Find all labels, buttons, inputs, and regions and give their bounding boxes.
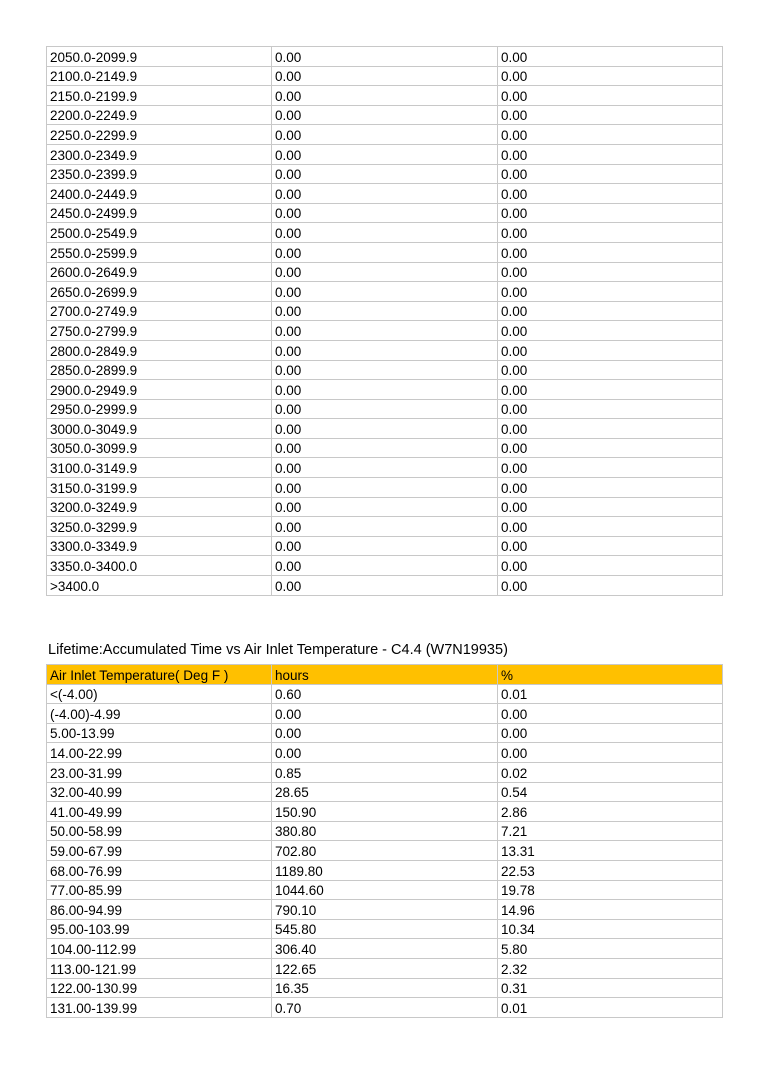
table-row [47,919,723,939]
value-cell: 0.00 [272,164,498,184]
range-cell: 3050.0-3099.9 [47,438,272,458]
hours-cell: 790.10 [272,900,498,920]
range-cell: 3250.0-3299.9 [47,517,272,537]
value-cell: 0.00 [272,262,498,282]
table-row [47,478,723,498]
table-row [47,340,723,360]
temperature-range-cell: 41.00-49.99 [47,802,272,822]
percent-cell: 0.00 [498,47,723,67]
table-row [47,704,723,724]
temperature-range-cell: 59.00-67.99 [47,841,272,861]
percent-cell: 22.53 [498,860,723,880]
table-row [47,242,723,262]
percent-cell: 0.00 [498,340,723,360]
range-cell: 2450.0-2499.9 [47,203,272,223]
hours-cell: 0.60 [272,684,498,704]
range-cell: 2500.0-2549.9 [47,223,272,243]
temperature-range-cell: 122.00-130.99 [47,978,272,998]
percent-cell: 0.00 [498,536,723,556]
rpm-distribution-table [46,46,723,596]
range-cell: 2100.0-2149.9 [47,66,272,86]
percent-cell: 7.21 [498,821,723,841]
percent-cell: 5.80 [498,939,723,959]
table-row [47,86,723,106]
percent-cell: 0.00 [498,144,723,164]
range-cell: 3100.0-3149.9 [47,458,272,478]
table-row [47,958,723,978]
percent-cell: 10.34 [498,919,723,939]
value-cell: 0.00 [272,47,498,67]
temperature-range-cell: 104.00-112.99 [47,939,272,959]
table-row [47,900,723,920]
value-cell: 0.00 [272,478,498,498]
table-row [47,144,723,164]
percent-cell: 13.31 [498,841,723,861]
value-cell: 0.00 [272,438,498,458]
air-inlet-temperature-table [46,664,723,1018]
table-row [47,821,723,841]
range-cell: 2550.0-2599.9 [47,242,272,262]
range-cell: 3150.0-3199.9 [47,478,272,498]
value-cell: 0.00 [272,125,498,145]
percent-cell: 0.00 [498,105,723,125]
section-title: Lifetime:Accumulated Time vs Air Inlet Temperature - C4.4 (W7N19935) [48,642,508,658]
percent-cell: 0.00 [498,723,723,743]
hours-cell: 702.80 [272,841,498,861]
range-cell: 2950.0-2999.9 [47,399,272,419]
hours-cell: 0.00 [272,723,498,743]
hours-cell: 1044.60 [272,880,498,900]
percent-cell: 2.32 [498,958,723,978]
value-cell: 0.00 [272,282,498,302]
temperature-range-cell: 32.00-40.99 [47,782,272,802]
range-cell: 2200.0-2249.9 [47,105,272,125]
hours-cell: 0.70 [272,998,498,1018]
table-row [47,399,723,419]
percent-cell: 0.00 [498,743,723,763]
value-cell: 0.00 [272,144,498,164]
value-cell: 0.00 [272,203,498,223]
percent-cell: 0.00 [498,438,723,458]
value-cell: 0.00 [272,399,498,419]
range-cell: 2650.0-2699.9 [47,282,272,302]
table-row [47,419,723,439]
rpm-table-body [47,47,723,596]
percent-cell: 0.00 [498,203,723,223]
value-cell: 0.00 [272,223,498,243]
table-row [47,576,723,596]
table-row [47,684,723,704]
hours-cell: 1189.80 [272,860,498,880]
table-row [47,802,723,822]
hours-cell: 0.85 [272,762,498,782]
percent-cell: 0.00 [498,478,723,498]
header-cell-range: Air Inlet Temperature( Deg F ) [47,665,272,685]
range-cell: 2400.0-2449.9 [47,184,272,204]
hours-cell: 306.40 [272,939,498,959]
percent-cell: 14.96 [498,900,723,920]
percent-cell: 0.31 [498,978,723,998]
range-cell: 2900.0-2949.9 [47,380,272,400]
value-cell: 0.00 [272,576,498,596]
range-cell: 2850.0-2899.9 [47,360,272,380]
value-cell: 0.00 [272,242,498,262]
value-cell: 0.00 [272,517,498,537]
percent-cell: 0.00 [498,380,723,400]
temperature-range-cell: 131.00-139.99 [47,998,272,1018]
value-cell: 0.00 [272,458,498,478]
range-cell: 2350.0-2399.9 [47,164,272,184]
temperature-range-cell: 77.00-85.99 [47,880,272,900]
table-row [47,301,723,321]
temperature-range-cell: <(-4.00) [47,684,272,704]
table-row [47,517,723,537]
percent-cell: 0.00 [498,301,723,321]
percent-cell: 0.00 [498,321,723,341]
percent-cell: 0.02 [498,762,723,782]
value-cell: 0.00 [272,556,498,576]
header-cell-percent: % [498,665,723,685]
percent-cell: 0.00 [498,223,723,243]
temperature-range-cell: 23.00-31.99 [47,762,272,782]
table-row [47,223,723,243]
table-row [47,458,723,478]
range-cell: 2150.0-2199.9 [47,86,272,106]
table-row [47,536,723,556]
percent-cell: 0.00 [498,556,723,576]
temperature-range-cell: 113.00-121.99 [47,958,272,978]
percent-cell: 0.00 [498,458,723,478]
table-row [47,556,723,576]
range-cell: 2050.0-2099.9 [47,47,272,67]
range-cell: 3350.0-3400.0 [47,556,272,576]
table-row [47,262,723,282]
temperature-range-cell: 95.00-103.99 [47,919,272,939]
table-row [47,860,723,880]
value-cell: 0.00 [272,497,498,517]
percent-cell: 0.00 [498,704,723,724]
value-cell: 0.00 [272,321,498,341]
percent-cell: 0.00 [498,282,723,302]
table-row [47,66,723,86]
percent-cell: 0.00 [498,242,723,262]
percent-cell: 0.01 [498,684,723,704]
hours-cell: 545.80 [272,919,498,939]
percent-cell: 0.00 [498,86,723,106]
header-cell-hours: hours [272,665,498,685]
table-row [47,164,723,184]
value-cell: 0.00 [272,86,498,106]
percent-cell: 0.00 [498,125,723,145]
table-row [47,203,723,223]
percent-cell: 0.00 [498,262,723,282]
range-cell: 2800.0-2849.9 [47,340,272,360]
temperature-range-cell: 86.00-94.99 [47,900,272,920]
table-row [47,743,723,763]
percent-cell: 0.00 [498,184,723,204]
table-row [47,105,723,125]
percent-cell: 0.00 [498,517,723,537]
percent-cell: 0.00 [498,360,723,380]
table-row [47,723,723,743]
table-row [47,360,723,380]
percent-cell: 0.00 [498,164,723,184]
percent-cell: 0.00 [498,399,723,419]
temperature-range-cell: 50.00-58.99 [47,821,272,841]
table-row [47,380,723,400]
table-header-row [47,665,723,685]
table-row [47,438,723,458]
hours-cell: 0.00 [272,743,498,763]
value-cell: 0.00 [272,301,498,321]
percent-cell: 0.00 [498,497,723,517]
range-cell: >3400.0 [47,576,272,596]
value-cell: 0.00 [272,419,498,439]
table-row [47,47,723,67]
value-cell: 0.00 [272,380,498,400]
table-row [47,978,723,998]
value-cell: 0.00 [272,66,498,86]
temperature-range-cell: 68.00-76.99 [47,860,272,880]
table-row [47,998,723,1018]
value-cell: 0.00 [272,340,498,360]
hours-cell: 16.35 [272,978,498,998]
table-row [47,497,723,517]
table-row [47,880,723,900]
temperature-range-cell: (-4.00)-4.99 [47,704,272,724]
range-cell: 2300.0-2349.9 [47,144,272,164]
table-row [47,125,723,145]
hours-cell: 28.65 [272,782,498,802]
hours-cell: 150.90 [272,802,498,822]
hours-cell: 0.00 [272,704,498,724]
table-row [47,282,723,302]
range-cell: 3000.0-3049.9 [47,419,272,439]
table-row [47,841,723,861]
hours-cell: 122.65 [272,958,498,978]
value-cell: 0.00 [272,184,498,204]
percent-cell: 0.00 [498,576,723,596]
range-cell: 3200.0-3249.9 [47,497,272,517]
percent-cell: 0.00 [498,419,723,439]
value-cell: 0.00 [272,360,498,380]
range-cell: 3300.0-3349.9 [47,536,272,556]
percent-cell: 0.01 [498,998,723,1018]
temperature-table-body [47,684,723,1017]
table-row [47,321,723,341]
table-row [47,184,723,204]
range-cell: 2600.0-2649.9 [47,262,272,282]
range-cell: 2700.0-2749.9 [47,301,272,321]
percent-cell: 19.78 [498,880,723,900]
hours-cell: 380.80 [272,821,498,841]
table-row [47,762,723,782]
percent-cell: 0.00 [498,66,723,86]
percent-cell: 0.54 [498,782,723,802]
temperature-range-cell: 5.00-13.99 [47,723,272,743]
range-cell: 2250.0-2299.9 [47,125,272,145]
temperature-range-cell: 14.00-22.99 [47,743,272,763]
range-cell: 2750.0-2799.9 [47,321,272,341]
percent-cell: 2.86 [498,802,723,822]
table-row [47,939,723,959]
value-cell: 0.00 [272,105,498,125]
value-cell: 0.00 [272,536,498,556]
table-row [47,782,723,802]
